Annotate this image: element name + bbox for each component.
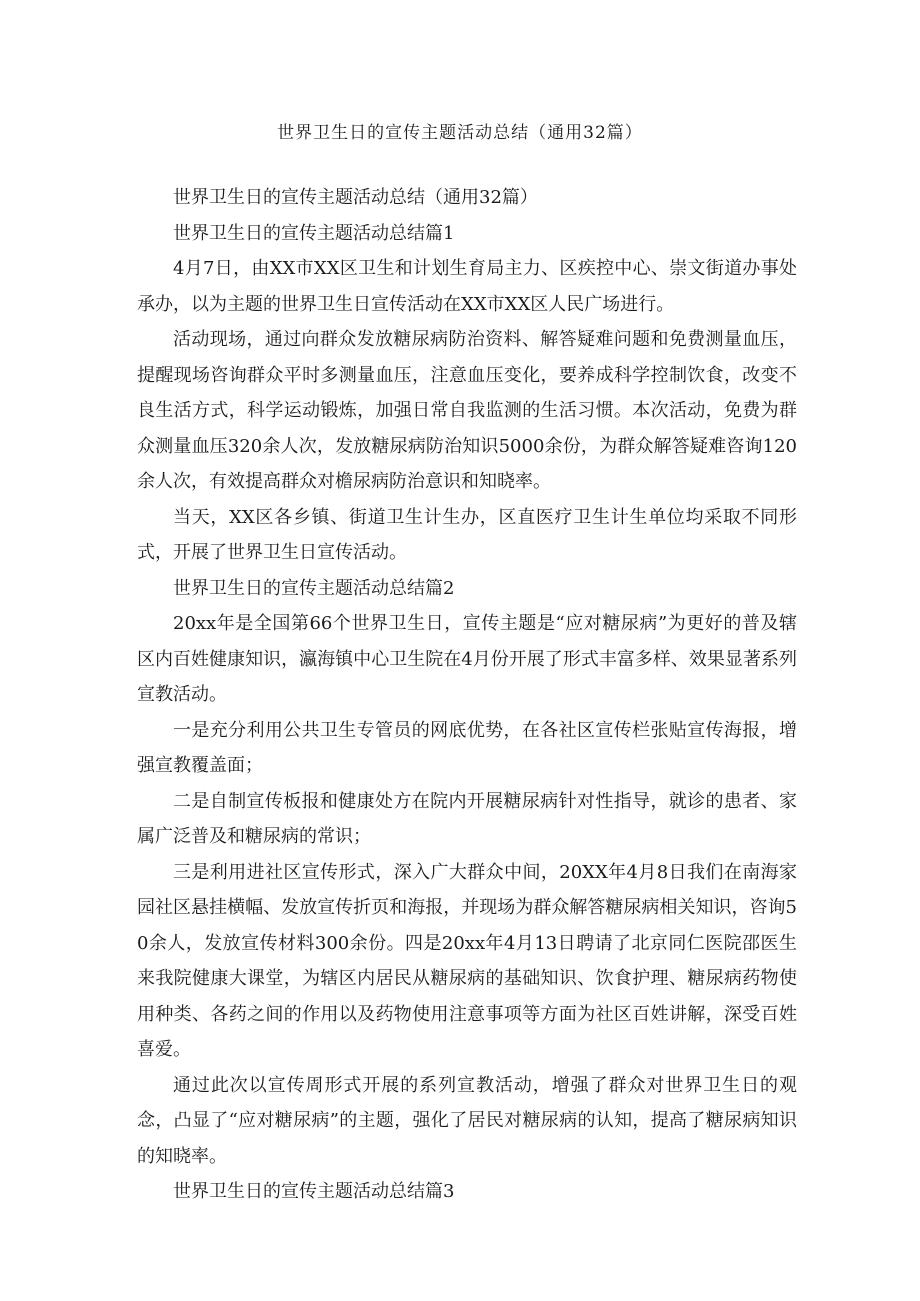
paragraph: 当天，XX区各乡镇、街道卫生计生办，区直医疗卫生计生单位均采取不同形式，开展了世界卫生日宣传活动。 xyxy=(137,506,797,563)
paragraph: 通过此次以宣传周形式开展的系列宣教活动，增强了群众对世界卫生日的观念，凸显了“应对糖尿病”的主题，强化了居民对糖尿病的认知，提高了糖尿病知识的知晓率。 xyxy=(137,1074,797,1167)
paragraph: 4月7日，由XX市XX区卫生和计划生育局主力、区疾控中心、崇文街道办事处承办，以为主题的世界卫生日宣传活动在XX市XX区人民广场进行。 xyxy=(137,258,797,315)
section-heading-3: 世界卫生日的宣传主题活动总结篇3 xyxy=(173,1181,455,1202)
section-heading-1: 世界卫生日的宣传主题活动总结篇1 xyxy=(173,222,455,244)
paragraph: 三是利用进社区宣传形式，深入广大群众中间，20XX年4月8日我们在南海家园社区悬挂横幅、发放宣传折页和海报，并现场为群众解答糖尿病相关知识，咨询50余人，发放宣传材料300余份。四是20xx年4月13日聘请了北京同仁医院邵医生来我院健康大课堂，为辖区内居民从糖尿病的基础知识、饮食护理、糖尿病药物使用种类、各药之间的作用以及药物使用注意事项等方面为社区百姓讲解，深受百姓喜爱。 xyxy=(137,861,797,1060)
paragraph: 20xx年是全国第66个世界卫生日，宣传主题是“应对糖尿病”为更好的普及辖区内百姓健康知识，瀛海镇中心卫生院在4月份开展了形式丰富多样、效果显著系列宣教活动。 xyxy=(137,613,797,705)
document-title: 世界卫生日的宣传主题活动总结（通用32篇） xyxy=(277,123,643,143)
paragraph: 活动现场，通过向群众发放糖尿病防治资料、解答疑难问题和免费测量血压，提醒现场咨询群众平时多测量血压，注意血压变化，要养成科学控制饮食，改变不良生活方式，科学运动锻炼，加强日常自我监测的生活习惯。本次活动，免费为群众测量血压320余人次，发放糖尿病防治知识5000余份，为群众解答疑难咨询120余人次，有效提高群众对檐尿病防治意识和知晓率。 xyxy=(137,329,797,492)
subtitle-heading: 世界卫生日的宣传主题活动总结（通用32篇） xyxy=(173,187,538,208)
document-body xyxy=(137,180,797,1210)
paragraph: 二是自制宣传板报和健康处方在院内开展糖尿病针对性指导，就诊的患者、家属广泛普及和糖尿病的常识； xyxy=(137,790,797,847)
paragraph: 一是充分利用公共卫生专管员的网底优势，在各社区宣传栏张贴宣传海报，增强宣教覆盖面； xyxy=(137,719,797,776)
section-heading-2: 世界卫生日的宣传主题活动总结篇2 xyxy=(173,577,455,599)
